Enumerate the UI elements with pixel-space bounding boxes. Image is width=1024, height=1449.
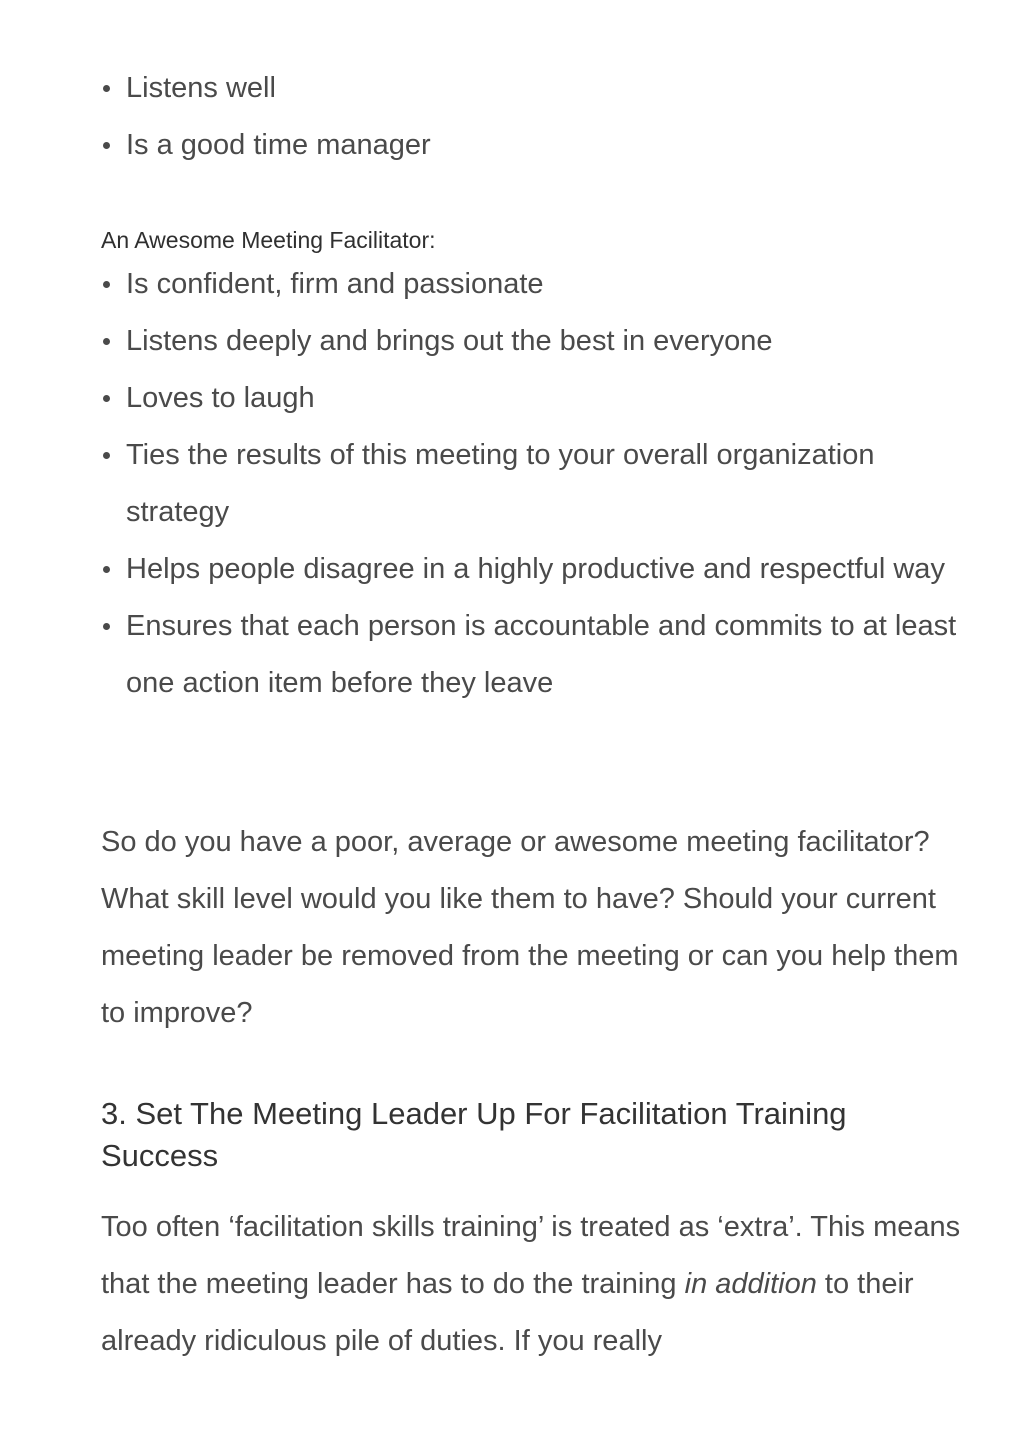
bullet-icon bbox=[103, 623, 110, 630]
training-text-part2: to their already ridiculous pile of duties. If you really bbox=[101, 1268, 914, 1357]
awesome-facilitator-label: An Awesome Meeting Facilitator: bbox=[101, 227, 436, 253]
bullet-icon bbox=[103, 452, 110, 459]
list-item: Is confident, firm and passionate bbox=[101, 256, 961, 313]
bullet-icon bbox=[103, 566, 110, 573]
list-item: Helps people disagree in a highly productive and respectful way bbox=[101, 541, 961, 598]
training-paragraph bbox=[101, 1199, 961, 1370]
bullet-icon bbox=[103, 395, 110, 402]
bullet-icon bbox=[103, 281, 110, 288]
list-item: Listens deeply and brings out the best in everyone bbox=[101, 313, 961, 370]
question-paragraph: So do you have a poor, average or awesome meeting facilitator? What skill level would you like them to have? Should your current meeting leader be removed from the meeting or can you help them to improve? bbox=[101, 826, 959, 1029]
list-item: Ties the results of this meeting to your overall organization strategy bbox=[101, 427, 961, 541]
list-item: Ensures that each person is accountable and commits to at least one action item before they leave bbox=[101, 598, 961, 712]
list-item: Is a good time manager bbox=[101, 117, 431, 174]
list-item: Loves to laugh bbox=[101, 370, 961, 427]
section-heading: 3. Set The Meeting Leader Up For Facilitation Training Success bbox=[101, 1096, 847, 1173]
list-item: Listens well bbox=[101, 60, 431, 117]
training-text-part1: Too often ‘facilitation skills training’ is treated as ‘extra’. This means that the meeting leader has to do the training bbox=[101, 1211, 961, 1300]
bullet-icon bbox=[103, 142, 110, 149]
bullet-icon bbox=[103, 338, 110, 345]
bullet-icon bbox=[103, 85, 110, 92]
top-bullet-list bbox=[101, 60, 431, 174]
training-emphasis: in addition bbox=[684, 1268, 817, 1300]
awesome-bullet-list bbox=[101, 256, 961, 712]
